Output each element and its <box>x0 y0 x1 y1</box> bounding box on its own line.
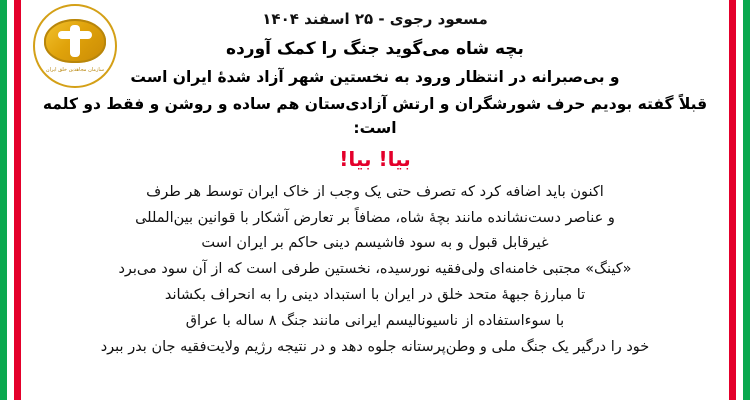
body-line: اکنون باید اضافه کرد که تصرف حتی یک وجب از خاک ایران توسط هر طرف <box>146 183 604 200</box>
flag-stripe-white-right <box>736 0 743 400</box>
emblem-mark-icon <box>44 19 106 63</box>
slogan-callout: بیا! بیا! <box>339 146 411 171</box>
flag-stripe-red-right <box>729 0 736 400</box>
body-line: تا مبارزهٔ جبههٔ متحد خلق در ایران با استبداد دینی را به انحراف بکشاند <box>164 287 586 304</box>
body-line: با سوءاستفاده از ناسیونالیسم ایرانی مانند جنگ ۸ ساله با عراق <box>185 312 565 329</box>
flag-stripe-green-right <box>743 0 750 400</box>
emblem-inner <box>32 3 118 89</box>
body-line: خود را درگیر یک جنگ ملی و وطن‌پرستانه جلوه دهد و در نتیجه رژیم ولایت‌فقیه جان بدر ببرد <box>100 338 650 355</box>
body-line: غیرقابل قبول و به سود فاشیسم دینی حاکم بر ایران است <box>201 235 549 252</box>
headline-secondary: و بی‌صبرانه در انتظار ورود به نخستین شهر آزاد شدهٔ ایران است <box>130 67 620 86</box>
body-line: و عناصر دست‌نشانده مانند بچهٔ شاه، مضافاً بر تعارض آشکار با قوانین بین‌المللی <box>135 209 615 226</box>
body-line: «کینگ» مجتبی خامنه‌ای ولی‌فقیه نورسیده، نخستین طرفی است که از آن سود می‌برد <box>118 261 632 278</box>
headline-tertiary: قبلاً گفته بودیم حرف شورشگران و ارتش آزادی‌ستان هم ساده و روشن و فقط دو کلمه است: <box>42 94 708 137</box>
date-line: مسعود رجوی - ۲۵ اسفند ۱۴۰۴ <box>262 10 488 28</box>
flag-stripe-green-left <box>0 0 7 400</box>
organization-emblem <box>21 0 129 92</box>
flag-stripe-white-left <box>7 0 14 400</box>
emblem-caption: سازمان مجاهدین خلق ایران <box>45 67 105 73</box>
headline-primary: بچه شاه می‌گوید جنگ را کمک آورده <box>226 38 524 59</box>
flag-stripe-red-left <box>14 0 21 400</box>
body-text-block <box>35 180 715 361</box>
